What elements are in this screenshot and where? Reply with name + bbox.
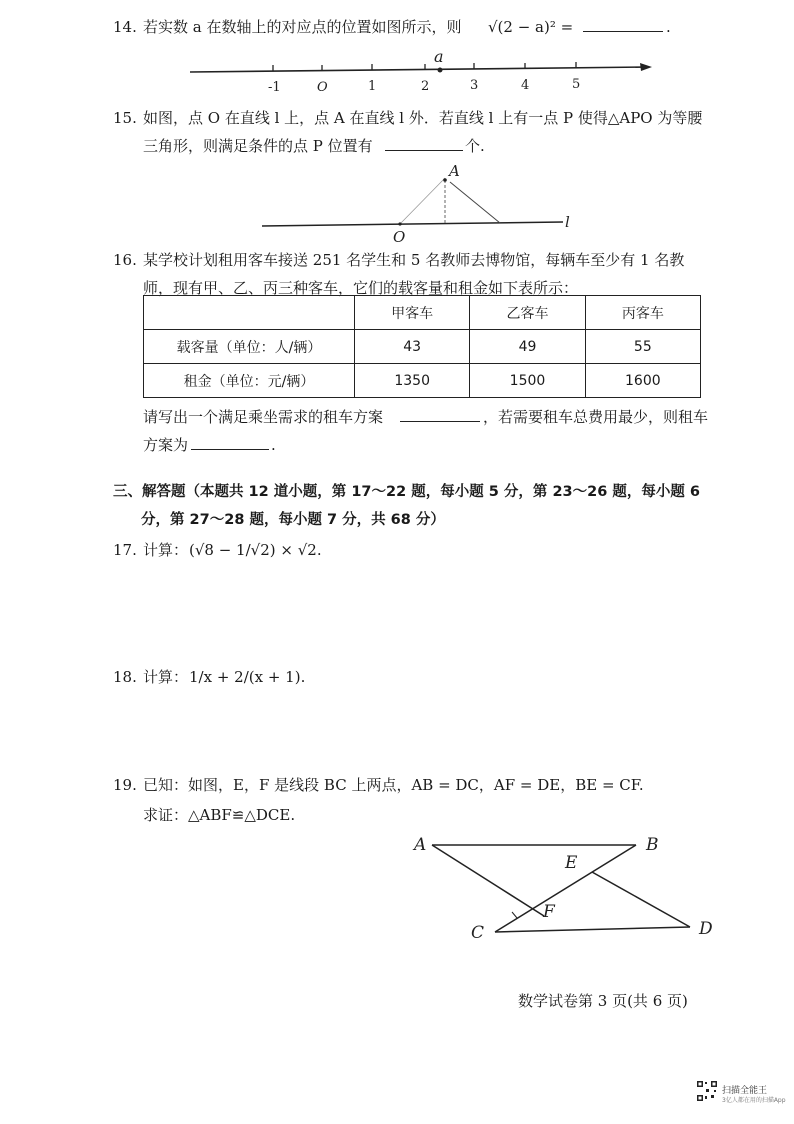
label-l: l bbox=[565, 213, 570, 231]
section-heading-line1: 三、解答题（本题共 12 道小题，第 17～22 题，每小题 5 分，第 23～26 题，每小题 6 bbox=[113, 484, 700, 500]
table-cell: 43 bbox=[355, 330, 470, 364]
segment-AF bbox=[432, 845, 544, 916]
question-number: 19. bbox=[113, 776, 137, 794]
segment-CD bbox=[495, 927, 690, 932]
question-text-line2: 求证：△ABF≌△DCE. bbox=[143, 806, 296, 824]
table-cell: 55 bbox=[585, 330, 700, 364]
question-text-line2: 三角形，则满足条件的点 P 位置有 bbox=[143, 137, 373, 155]
scanner-watermark-title: 扫描全能王 bbox=[722, 1086, 768, 1096]
table-cell: 载客量（单位：人/辆） bbox=[144, 330, 355, 364]
label-E: E bbox=[565, 853, 578, 873]
label-O: O bbox=[393, 228, 406, 246]
question-number: 18. bbox=[113, 668, 137, 686]
table-cell: 1350 bbox=[355, 364, 470, 398]
question-text: 若实数 a 在数轴上的对应点的位置如图所示，则 bbox=[143, 18, 462, 36]
label-A: A bbox=[449, 162, 460, 180]
table-header-cell: 甲客车 bbox=[355, 296, 470, 330]
question-end: . bbox=[666, 18, 671, 36]
followup-text: 方案为 bbox=[143, 436, 189, 454]
axis-label: O bbox=[317, 80, 328, 95]
label-D: D bbox=[699, 919, 713, 939]
followup-text: ，若需要租车总费用最少，则租车 bbox=[483, 408, 709, 426]
question-number: 17. bbox=[113, 541, 137, 559]
axis-label: 2 bbox=[421, 79, 430, 94]
followup-text: 请写出一个满足乘坐需求的租车方案 bbox=[143, 408, 384, 426]
question-expression: 1/x + 2/(x + 1). bbox=[189, 668, 306, 686]
section-heading-line2: 分，第 27～28 题，每小题 7 分，共 68 分） bbox=[141, 512, 445, 528]
question-label: 计算： bbox=[143, 541, 189, 559]
table-cell: 49 bbox=[470, 330, 585, 364]
question-label: 计算： bbox=[143, 668, 189, 686]
axis-label: 4 bbox=[521, 78, 530, 93]
label-A: A bbox=[414, 835, 427, 855]
table-cell: 1600 bbox=[585, 364, 700, 398]
axis-label: 1 bbox=[368, 79, 377, 94]
question-text-line1: 已知：如图，E，F 是线段 BC 上两点，AB = DC，AF = DE，BE = CF. bbox=[143, 776, 644, 794]
question-text-line1: 如图，点 O 在直线 l 上，点 A 在直线 l 外．若直线 l 上有一点 P 使得△APO 为等腰 bbox=[143, 109, 703, 127]
table-cell: 1500 bbox=[470, 364, 585, 398]
segment-ED bbox=[592, 872, 690, 927]
table-cell: 租金（单位：元/辆） bbox=[144, 364, 355, 398]
question-text-end: 个. bbox=[465, 137, 485, 155]
followup-text: . bbox=[271, 436, 276, 454]
label-C: C bbox=[471, 923, 485, 943]
axis-label: 5 bbox=[572, 77, 581, 92]
question-text-line2: 师，现有甲、乙、丙三种客车，它们的载客量和租金如下表所示： bbox=[143, 279, 579, 297]
page-footer: 数学试卷第 3 页(共 6 页) bbox=[518, 992, 688, 1010]
question-expression: (√8 − 1/√2) × √2. bbox=[189, 541, 322, 559]
point-label-a: a bbox=[434, 47, 444, 66]
axis-label: -1 bbox=[268, 80, 281, 95]
label-B: B bbox=[646, 835, 659, 855]
axis-label: 3 bbox=[470, 78, 479, 93]
tick-mark bbox=[512, 912, 517, 918]
scanner-watermark-subtitle: 3亿人都在用的扫描App bbox=[722, 1097, 786, 1104]
question-number: 14. bbox=[113, 18, 137, 36]
question-text-line1: 某学校计划租用客车接送 251 名学生和 5 名教师去博物馆，每辆车至少有 1 名教 bbox=[143, 251, 685, 269]
label-F: F bbox=[543, 902, 555, 922]
table-header-cell: 乙客车 bbox=[470, 296, 585, 330]
table-header-cell: 丙客车 bbox=[585, 296, 700, 330]
question-number: 16. bbox=[113, 251, 137, 269]
qr-code-icon bbox=[696, 1080, 718, 1102]
question-number: 15. bbox=[113, 109, 137, 127]
question-expression: √(2 − a)² = bbox=[488, 18, 574, 36]
